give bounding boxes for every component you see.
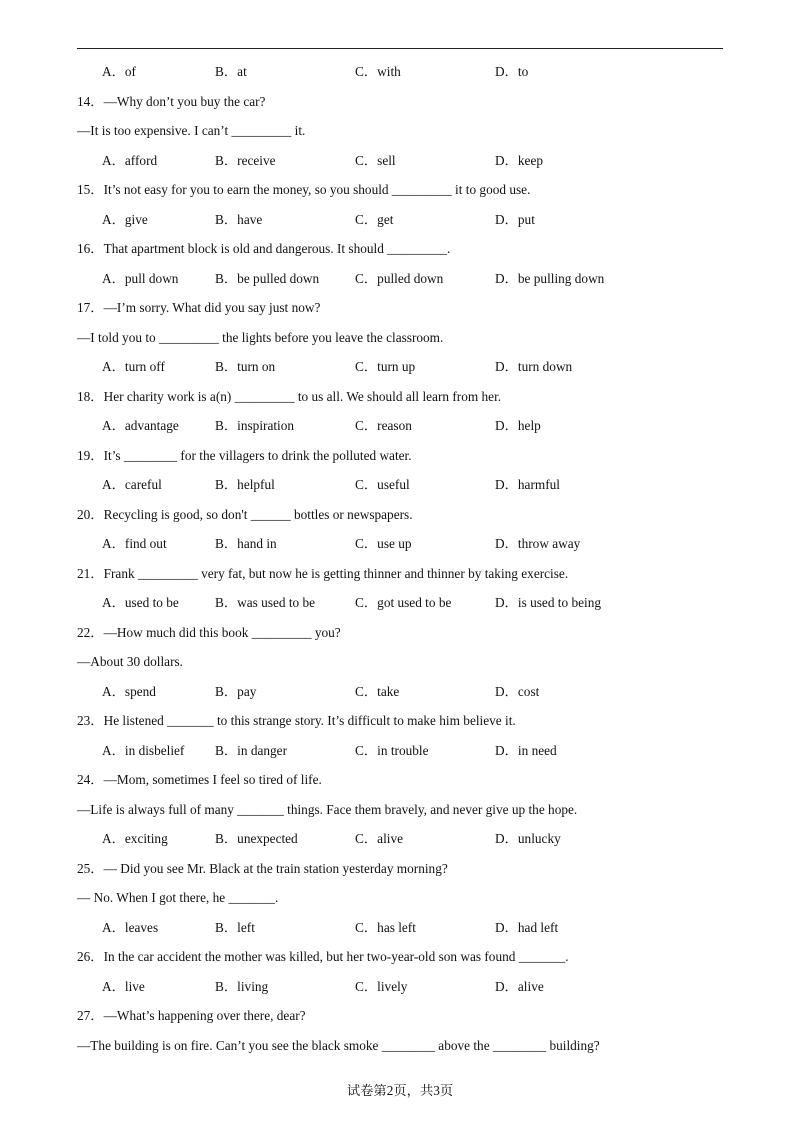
answer-option: A．afford [102, 152, 158, 168]
answer-option: C．sell [355, 152, 396, 168]
dialogue-line: —I told you to _________ the lights before you leave the classroom. [77, 329, 444, 345]
answer-option: D．put [495, 211, 535, 227]
answer-option: A．of [102, 64, 136, 79]
answer-option: C．pulled down [355, 270, 444, 286]
answer-option: D．throw away [495, 536, 581, 551]
question-stem: 23．He listened _______ to this strange story. It’s difficult to make him believe it. [77, 713, 516, 728]
answer-option: B．be pulled down [215, 270, 320, 286]
answer-option: B．unexpected [215, 831, 298, 846]
question-stem: 26．In the car accident the mother was killed, but her two-year-old son was found _______. [77, 949, 569, 964]
answer-option: A．turn off [102, 359, 165, 374]
answer-option: B．receive [215, 152, 276, 168]
dialogue-line: —Life is always full of many _______ things. Face them bravely, and never give up the hope. [77, 801, 578, 817]
answer-option: B．living [215, 978, 269, 994]
answer-option: B．have [215, 211, 263, 227]
answer-option: B．left [215, 919, 255, 935]
header-rule [77, 48, 723, 49]
answer-option: D．help [495, 418, 541, 433]
question-stem: 14．—Why don’t you buy the car? [77, 93, 266, 109]
dialogue-line: — No. When I got there, he _______. [77, 890, 279, 905]
answer-option: A．leaves [102, 919, 159, 935]
question-stem: 19．It’s ________ for the villagers to drink the polluted water. [77, 447, 412, 463]
question-stem: 15．It’s not easy for you to earn the money, so you should _________ it to good use. [77, 182, 531, 197]
answer-option: D．unlucky [495, 831, 561, 846]
answer-option: C．get [355, 211, 394, 227]
answer-option: B．at [215, 64, 247, 79]
dialogue-line: —The building is on fire. Can’t you see the black smoke ________ above the ________ building? [77, 1037, 600, 1053]
answer-option: D．alive [495, 978, 544, 994]
answer-option: C．in trouble [355, 742, 429, 758]
question-stem: 17．—I’m sorry. What did you say just now? [77, 300, 321, 315]
answer-option: B．was used to be [215, 595, 316, 610]
page-footer: 试卷第2页，共3页 [346, 1083, 454, 1098]
answer-option: B．in danger [215, 742, 288, 758]
answer-option: A．spend [102, 683, 156, 699]
answer-option: A．find out [102, 536, 167, 551]
answer-option: C．turn up [355, 359, 416, 374]
dialogue-line: —About 30 dollars. [77, 654, 183, 669]
answer-option: C．use up [355, 536, 412, 551]
dialogue-line: —It is too expensive. I can’t _________ it. [77, 123, 306, 138]
answer-option: B．hand in [215, 536, 277, 551]
answer-option: D．cost [495, 683, 540, 699]
question-stem: 22．—How much did this book _________ you? [77, 624, 341, 640]
answer-option: D．turn down [495, 359, 573, 374]
question-stem: 20．Recycling is good, so don't ______ bottles or newspapers. [77, 506, 413, 522]
answer-option: C．take [355, 683, 400, 699]
question-stem: 24．—Mom, sometimes I feel so tired of life. [77, 772, 322, 787]
answer-option: C．reason [355, 418, 412, 433]
answer-option: D．in need [495, 742, 557, 758]
answer-option: D．is used to being [495, 595, 601, 610]
answer-option: A．advantage [102, 418, 179, 433]
answer-option: D．to [495, 64, 529, 79]
answer-option: A．live [102, 978, 145, 994]
answer-option: C．with [355, 64, 401, 79]
answer-option: A．give [102, 211, 148, 227]
answer-option: C．useful [355, 477, 410, 492]
answer-option: B．pay [215, 683, 257, 699]
answer-option: D．harmful [495, 477, 560, 492]
answer-option: B．helpful [215, 477, 275, 492]
question-stem: 25．— Did you see Mr. Black at the train station yesterday morning? [77, 860, 448, 876]
answer-option: C．got used to be [355, 595, 452, 610]
answer-option: A．in disbelief [102, 742, 185, 758]
question-stem: 16．That apartment block is old and dangerous. It should _________. [77, 241, 451, 256]
answer-option: B．turn on [215, 359, 276, 374]
answer-option: A．pull down [102, 270, 179, 286]
question-stem: 21．Frank _________ very fat, but now he is getting thinner and thinner by taking exercise. [77, 565, 569, 581]
question-stem: 27．—What’s happening over there, dear? [77, 1008, 306, 1023]
answer-option: A．exciting [102, 831, 168, 846]
answer-option: C．alive [355, 831, 404, 846]
answer-option: A．used to be [102, 595, 179, 610]
answer-option: D．be pulling down [495, 270, 605, 286]
answer-option: A．careful [102, 477, 162, 492]
answer-option: C．has left [355, 919, 416, 935]
answer-option: B．inspiration [215, 418, 295, 433]
answer-option: C．lively [355, 978, 408, 994]
answer-option: D．keep [495, 152, 543, 168]
question-stem: 18．Her charity work is a(n) _________ to us all. We should all learn from her. [77, 388, 502, 404]
answer-option: D．had left [495, 919, 559, 935]
